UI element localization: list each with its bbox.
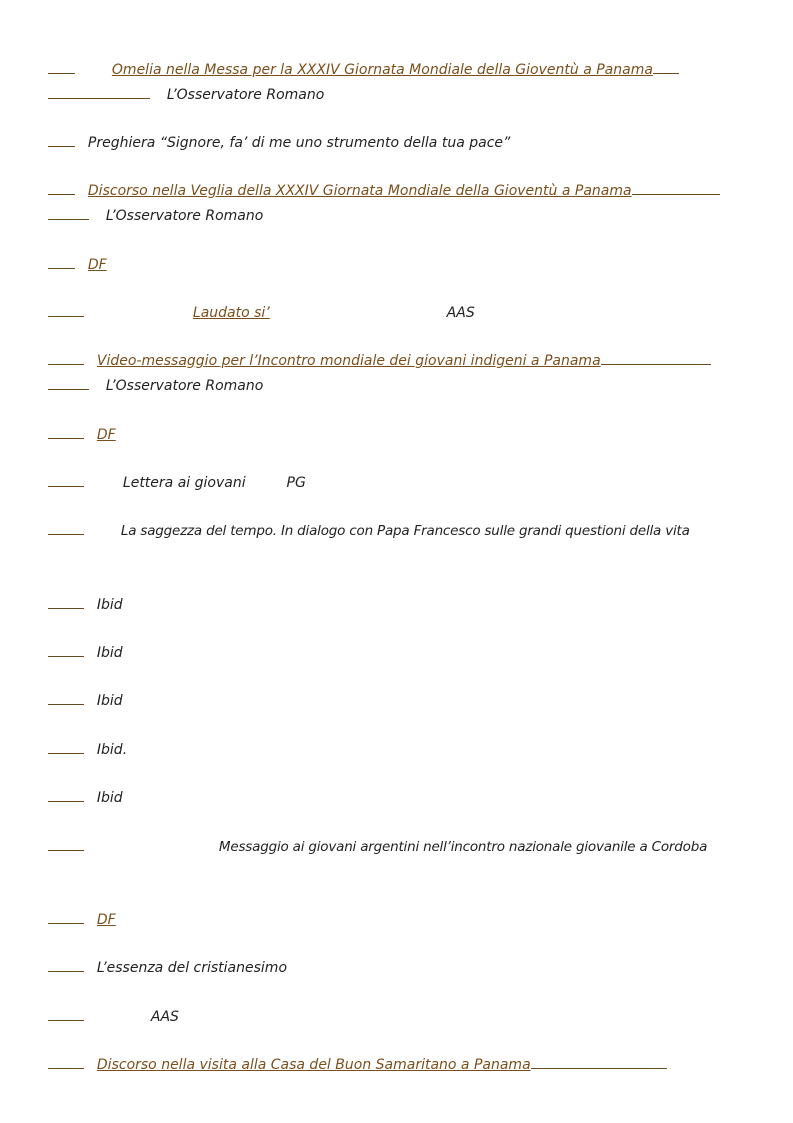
footnote-blank <box>48 956 84 972</box>
footnote-line <box>48 519 690 539</box>
source-text: L’Osservatore Romano <box>166 87 325 103</box>
footnote-line <box>48 689 123 709</box>
footnote-line <box>48 1053 667 1073</box>
footnote-line <box>48 786 123 806</box>
footnote-line <box>48 956 287 976</box>
footnote-blank <box>632 179 720 195</box>
source-text: Messaggio ai giovani argentini nell’incontro nazionale giovanile a Cordoba <box>218 839 708 855</box>
footnote-blank <box>48 58 75 74</box>
footnote-line <box>48 131 510 151</box>
footnote-line <box>48 641 123 661</box>
footnote-line <box>48 179 720 199</box>
footnote-blank <box>48 786 84 802</box>
footnote-blank <box>48 471 84 487</box>
source-text: Ibid. <box>96 742 128 758</box>
footnote-line <box>48 374 263 394</box>
footnote-line <box>48 58 679 78</box>
source-text: L’Osservatore Romano <box>105 378 264 394</box>
footnote-blank <box>48 301 84 317</box>
footnote-blank <box>48 1005 84 1021</box>
footnote-line <box>48 1005 179 1025</box>
footnote-blank <box>48 349 84 365</box>
footnote-blank <box>48 1053 84 1069</box>
footnote-line <box>48 423 116 443</box>
source-link[interactable]: Video-messaggio per l’Incontro mondiale dei giovani indigeni a Panama <box>96 353 601 369</box>
source-text: Ibid <box>96 693 123 709</box>
source-link[interactable]: Discorso nella Veglia della XXXIV Giornata Mondiale della Gioventù a Panama <box>87 183 632 199</box>
footnote-line <box>48 253 107 273</box>
footnote-blank <box>48 253 75 269</box>
footnote-line <box>48 471 306 491</box>
source-link[interactable]: Laudato si’ <box>192 305 270 321</box>
source-text: L’essenza del cristianesimo <box>96 960 288 976</box>
footnote-line <box>48 349 711 369</box>
footnote-blank <box>48 689 84 705</box>
source-text: Ibid <box>96 645 123 661</box>
source-link[interactable]: DF <box>96 912 116 928</box>
footnote-blank <box>601 349 711 365</box>
footnote-blank <box>48 593 84 609</box>
footnote-blank <box>48 374 89 390</box>
footnote-blank <box>48 641 84 657</box>
footnote-line <box>48 83 324 103</box>
footnote-blank <box>48 908 84 924</box>
source-text: Ibid <box>96 597 123 613</box>
footnote-blank <box>653 58 679 74</box>
footnote-blank <box>48 83 150 99</box>
footnote-line <box>48 908 116 928</box>
source-link[interactable]: DF <box>96 427 116 443</box>
source-abbrev: AAS <box>446 305 475 321</box>
source-link[interactable]: DF <box>87 257 107 273</box>
source-link[interactable]: Omelia nella Messa per la XXXIV Giornata Mondiale della Gioventù a Panama <box>111 62 653 78</box>
source-text: Preghiera “Signore, fa’ di me uno strumento della tua pace” <box>87 135 511 151</box>
footnote-blank <box>48 179 75 195</box>
footnote-line <box>48 301 475 321</box>
footnote-blank <box>531 1053 667 1069</box>
source-link[interactable]: Discorso nella visita alla Casa del Buon Samaritano a Panama <box>96 1057 531 1073</box>
footnote-line <box>48 593 123 613</box>
source-text: L’Osservatore Romano <box>105 208 264 224</box>
footnote-line <box>48 738 127 758</box>
source-abbrev: AAS <box>150 1009 179 1025</box>
footnote-line <box>48 204 263 224</box>
source-text: Lettera ai giovani <box>122 475 246 491</box>
footnote-blank <box>48 519 84 535</box>
source-abbrev: PG <box>286 475 306 491</box>
footnote-blank <box>48 423 84 439</box>
footnote-blank <box>48 131 75 147</box>
source-text: Ibid <box>96 790 123 806</box>
footnote-blank <box>48 835 84 851</box>
source-text: La saggezza del tempo. In dialogo con Papa Francesco sulle grandi questioni della vita <box>120 523 690 539</box>
footnote-blank <box>48 204 89 220</box>
footnote-blank <box>48 738 84 754</box>
footnote-line <box>48 835 707 855</box>
